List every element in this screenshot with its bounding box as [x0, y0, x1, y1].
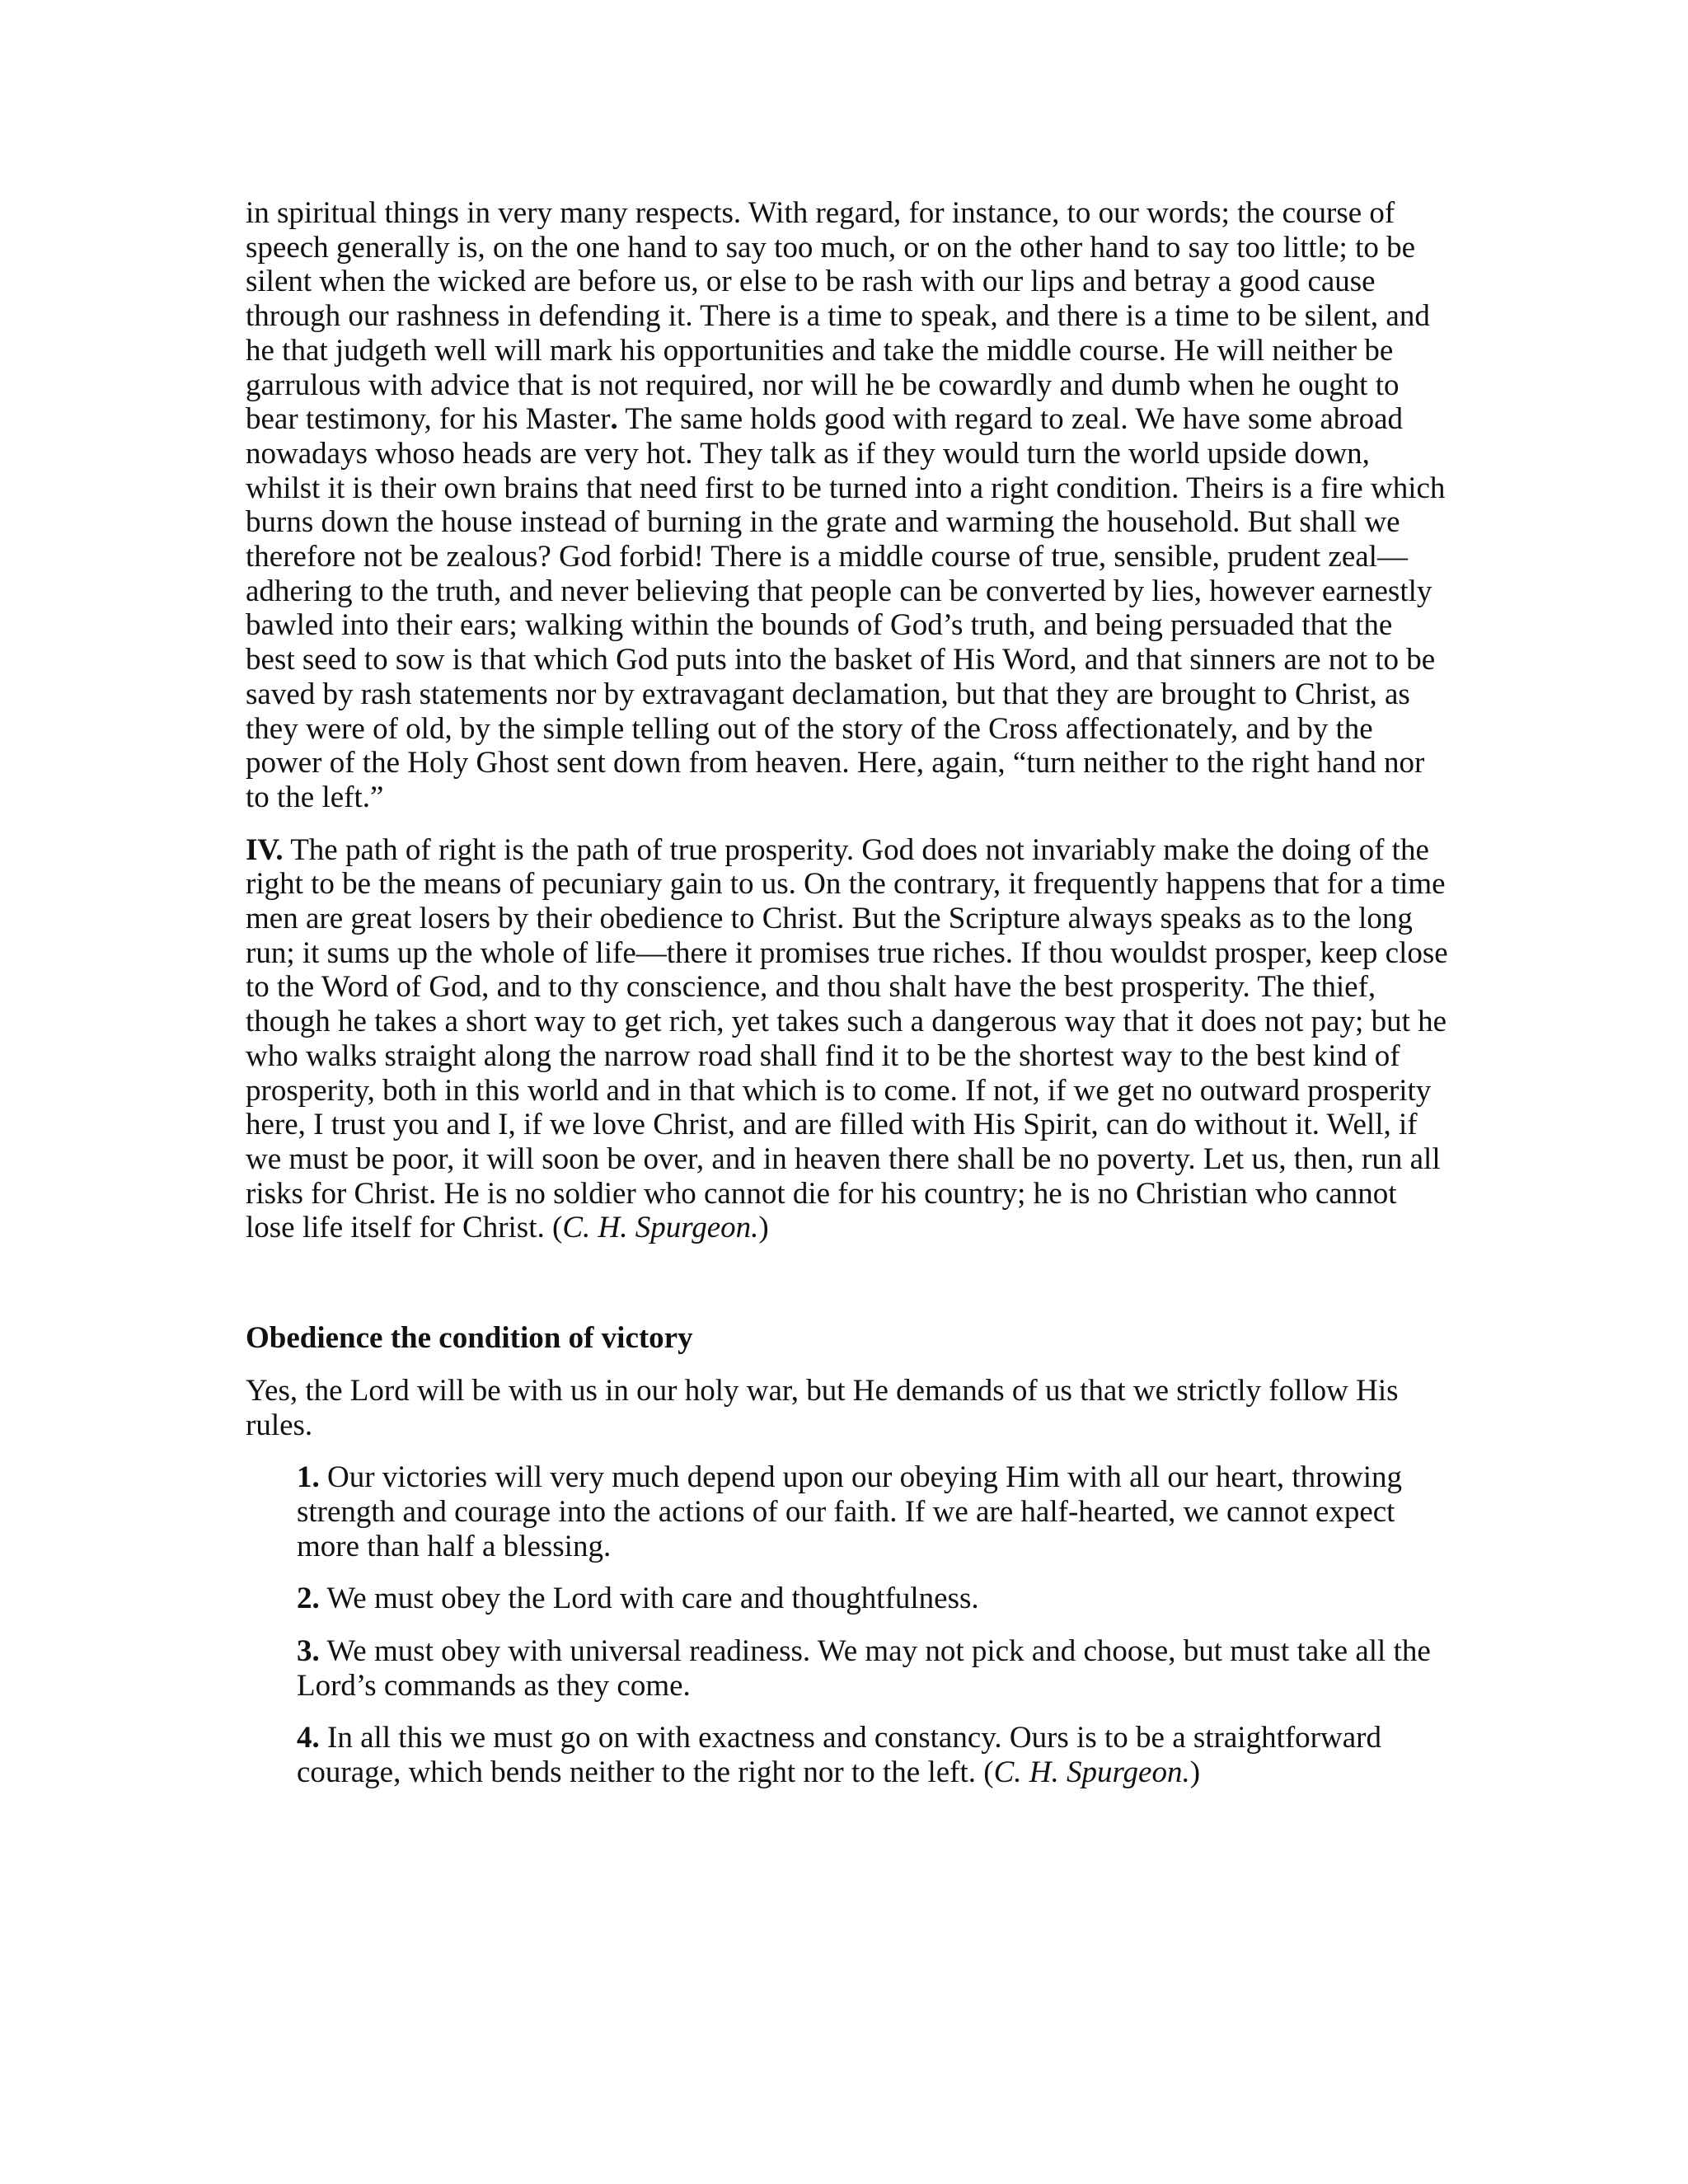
continuation-text-1: in spiritual things in very many respects. With regard, for instance, to our words; the course of speech generally is, on the one hand to say too much, or on the other hand to say too little; to be silent when the wicked are before us, or else to be rash with our lips and betray a good cause through our rashness in defending it. There is a time to speak, and there is a time to be silent, and he that judgeth well will mark his opportunities and take the middle course. He will neither be garrulous with advice that is not required, nor will he be cowardly and dumb when he ought to bear testimony, for his Master: [246, 196, 1430, 437]
paragraph-section-iv: [246, 833, 1449, 1245]
continuation-text-2: The same holds good with regard to zeal. We have some abroad nowadays whoso heads are very hot. They talk as if they would turn the world upside down, whilst it is their own brains that need first to be turned into a right condition. Theirs is a fire which burns down the house instead of burning in the grate and warming the household. But shall we therefore not be zealous? God forbid! There is a middle course of true, sensible, prudent zeal—adhering to the truth, and never believing that people can be converted by lies, however earnestly bawled into their ears; walking within the bounds of God’s truth, and being persuaded that the best seed to sow is that which God puts into the basket of His Word, and that sinners are not to be saved by rash statements nor by extravagant declamation, but that they are brought to Christ, as they were of old, by the simple telling out of the story of the Cross affectionately, and by the power of the Holy Ghost sent down from heaven. Here, again, “turn neither to the right hand nor to the left.”: [246, 402, 1446, 814]
item-text: In all this we must go on with exactness and constancy. Ours is to be a straightforward courage, which bends neither to the right nor to the left. (: [297, 1721, 1381, 1790]
document-page: [246, 196, 1449, 1808]
section-number: IV.: [246, 832, 284, 867]
paragraph-continuation: [246, 196, 1449, 815]
item-text: Our victories will very much depend upon our obeying Him with all our heart, throwing strength and courage into the actions of our faith. If we are half-hearted, we cannot expect more than half a blessing.: [297, 1460, 1402, 1563]
section-heading: Obedience the condition of victory: [246, 1321, 693, 1356]
item-number: 2.: [297, 1582, 320, 1616]
item-text: We must obey with universal readiness. We may not pick and choose, but must take all the Lord’s commands as they come.: [297, 1634, 1431, 1703]
item-number: 1.: [297, 1460, 320, 1495]
citation-close: ): [758, 1211, 769, 1245]
item-number: 4.: [297, 1721, 320, 1755]
list-item: [297, 1634, 1449, 1703]
continuation-period: .: [610, 402, 618, 437]
list-item: [297, 1721, 1449, 1789]
item-number: 3.: [297, 1634, 320, 1669]
author-citation: C. H. Spurgeon.: [562, 1211, 759, 1245]
citation-close: ): [1189, 1755, 1201, 1790]
list-item: [297, 1460, 1449, 1563]
item-text: We must obey the Lord with care and thoughtfulness.: [319, 1582, 979, 1616]
author-citation: C. H. Spurgeon.: [993, 1755, 1190, 1790]
section-text: The path of right is the path of true prosperity. God does not invariably make the doing of the right to be the means of pecuniary gain to us. On the contrary, it frequently happens that for a time men are great losers by their obedience to Christ. But the Scripture always speaks as to the long run; it sums up the whole of life—there it promises true riches. If thou wouldst prosper, keep close to the Word of God, and to thy conscience, and thou shalt have the best prosperity. The thief, though he takes a short way to get rich, yet takes such a dangerous way that it does not pay; but he who walks straight along the narrow road shall find it to be the shortest way to the best kind of prosperity, both in this world and in that which is to come. If not, if we get no outward prosperity here, I trust you and I, if we love Christ, and are filled with His Spirit, can do without it. Well, if we must be poor, it will soon be over, and in heaven there shall be no poverty. Let us, then, run all risks for Christ. He is no soldier who cannot die for his country; he is no Christian who cannot lose life itself for Christ. (: [246, 832, 1448, 1245]
list-item: [297, 1582, 1449, 1616]
paragraph-intro: Yes, the Lord will be with us in our holy war, but He demands of us that we strictly follow His rules.: [246, 1373, 1399, 1442]
